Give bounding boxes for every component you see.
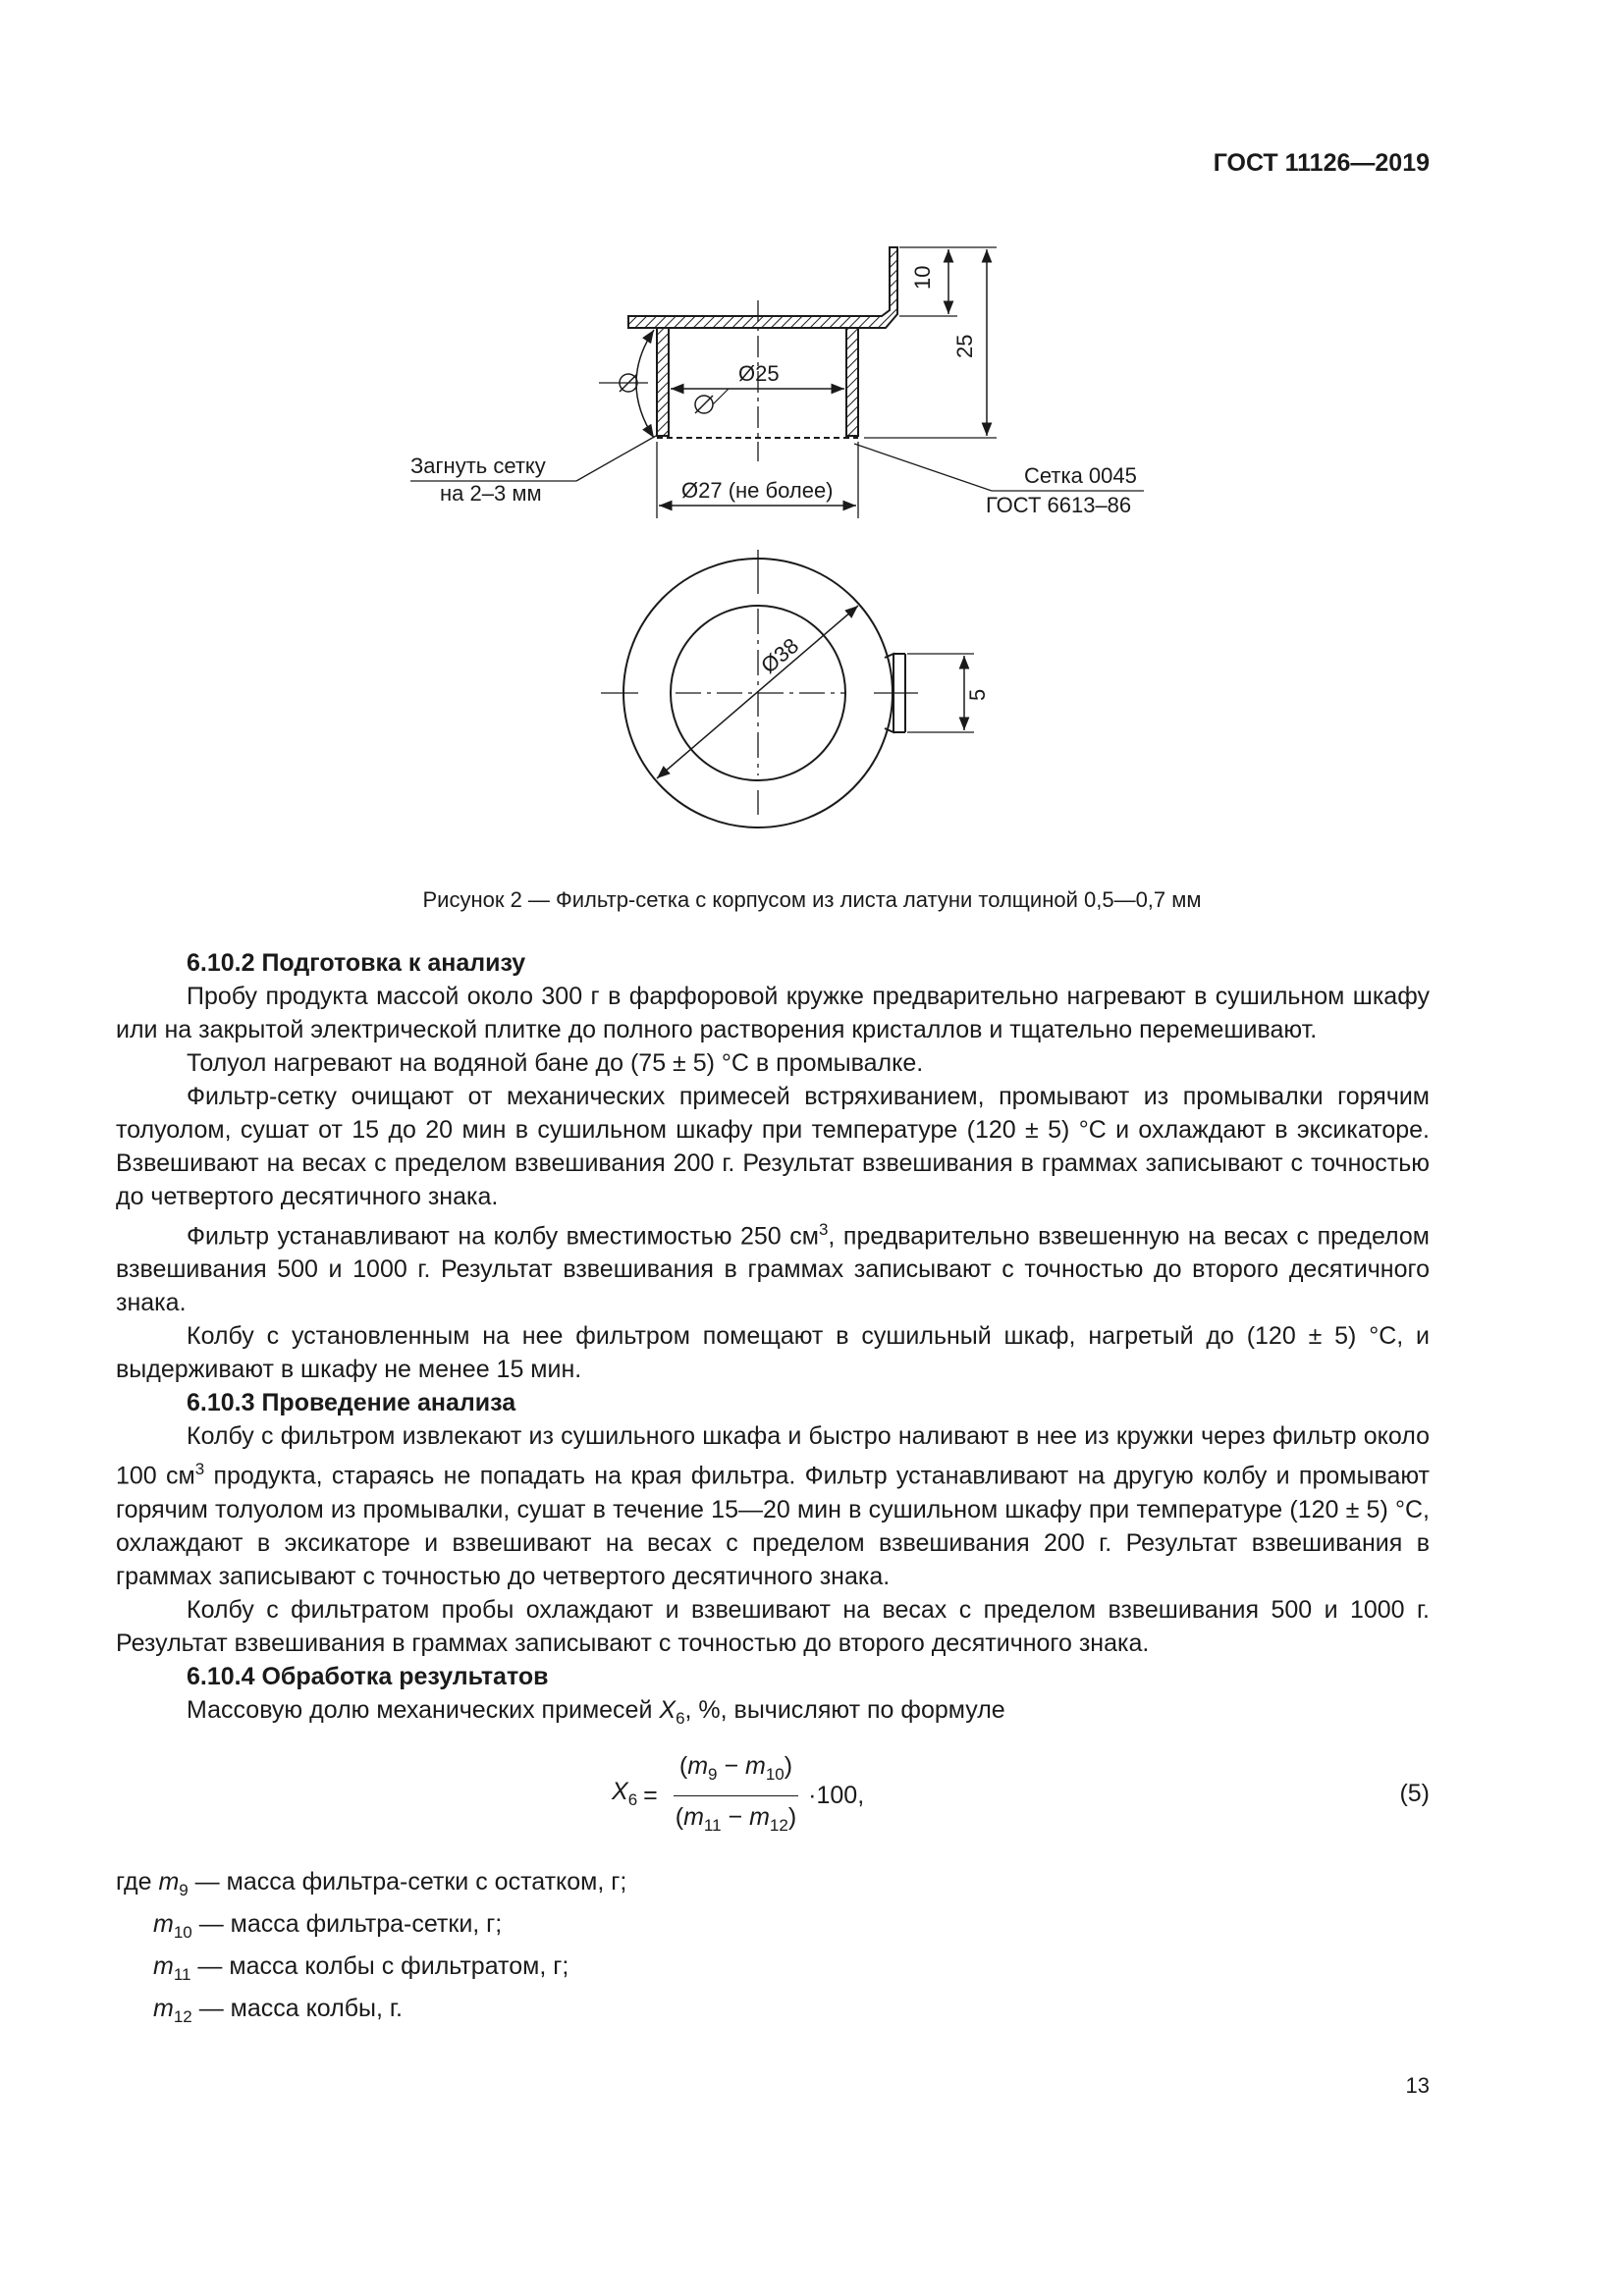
figure-caption: Рисунок 2 — Фильтр-сетка с корпусом из листа латуни толщиной 0,5—0,7 мм — [422, 887, 1202, 912]
formula-legend — [116, 1865, 1430, 2034]
subscript: 9 — [708, 1764, 718, 1784]
equation-number: (5) — [1399, 1779, 1430, 1807]
plan-view — [601, 550, 974, 828]
paragraph — [116, 1693, 1430, 1735]
dim-d38-label: Ø38 — [756, 632, 804, 678]
variable: X — [612, 1777, 628, 1805]
variable: m — [153, 1951, 174, 1980]
formula-lhs — [612, 1775, 637, 1817]
text-run: , предварительно взвешенную на весах с пределом взвешивания 500 и 1000 г. Результат взвешивания в граммах записывают с точностью до второго десятичного знака. — [116, 1222, 1430, 1317]
legend-item — [116, 1992, 1430, 2034]
text-run: Колбу с фильтром извлекают из сушильного шкафа и быстро наливают в нее из кружки через фильтр около 100 см — [116, 1422, 1430, 1490]
subscript: 6 — [627, 1789, 638, 1809]
paragraph — [116, 1213, 1430, 1319]
text-run: Фильтр устанавливают на колбу вместимостью 250 см — [187, 1222, 819, 1251]
legend-description: — масса фильтра-сетки, г; — [191, 1909, 503, 1938]
dim-25-label: 25 — [952, 334, 977, 358]
variable: m — [749, 1802, 770, 1831]
minus-sign: − — [724, 1751, 739, 1780]
dim-5-label: 5 — [965, 688, 990, 701]
formula-tail: ·100, — [808, 1782, 865, 1810]
mesh-spec-label-line2: ГОСТ 6613–86 — [986, 493, 1132, 517]
subscript: 10 — [173, 1922, 192, 1942]
paragraph: Колбу с фильтратом пробы охлаждают и взвешивают на весах с пределом взвешивания 500 и 1000 г. Результат взвешивания в граммах записывают с точностью до второго десятичного знака. — [116, 1595, 1430, 1657]
fraction — [670, 1749, 802, 1842]
variable: m — [153, 1994, 174, 2022]
denominator — [670, 1796, 802, 1842]
paragraph: Пробу продукта массой около 300 г в фарфоровой кружке предварительно нагревают в сушильном шкафу или на закрытой электрической плитке до полного растворения кристаллов и тщательно перемешивают. — [116, 983, 1430, 1043]
subscript: 11 — [703, 1815, 722, 1835]
legend-item — [116, 1907, 1430, 1949]
dim-d27-label: Ø27 (не более) — [681, 478, 834, 503]
section-heading-6-10-3: 6.10.3 Проведение анализа — [187, 1389, 516, 1417]
mesh-spec-label-line1: Сетка 0045 — [1024, 463, 1137, 488]
text-run: , %, вычисляют по формуле — [684, 1695, 1005, 1724]
dim-10-label: 10 — [910, 265, 935, 290]
bend-mesh-label-line1: Загнуть сетку — [410, 454, 546, 478]
subscript: 12 — [769, 1815, 788, 1835]
paren: ( — [678, 1751, 688, 1780]
paren: ( — [675, 1802, 684, 1831]
legend-item — [116, 1865, 1430, 1907]
legend-description: — масса колбы, г. — [191, 1994, 403, 2022]
legend-prefix: где — [116, 1867, 159, 1896]
text-run: продукта, стараясь не попадать на края фильтра. Фильтр устанавливают на другую колбу и промывают горячим толуолом из промывалки, сушат в течение 15—20 мин в сушильном шкафу при температуре (120 ± 5) °С, охлаждают в эксикаторе и взвешивают на весах с пределом взвешивания 200 г. Результат взвешивания в граммах записывают с точностью до четвертого десятичного знака. — [116, 1462, 1430, 1590]
dim-d25-label: Ø25 — [738, 361, 780, 386]
section-heading-6-10-2: 6.10.2 Подготовка к анализу — [187, 949, 526, 977]
subscript: 9 — [179, 1880, 189, 1899]
text-run: Массовую долю механических примесей — [187, 1695, 660, 1724]
variable: m — [158, 1867, 180, 1896]
subscript: 10 — [765, 1764, 785, 1784]
equals-sign: = — [643, 1782, 658, 1810]
legend-description: — масса фильтра-сетки с остатком, г; — [188, 1867, 627, 1896]
bend-mesh-label-line2: на 2–3 мм — [440, 481, 542, 506]
formula-row — [116, 1749, 1430, 1847]
section-heading-6-10-4: 6.10.4 Обработка результатов — [187, 1662, 549, 1690]
paren: ) — [787, 1802, 797, 1831]
subscript: 11 — [173, 1964, 191, 1984]
paragraph: Толуол нагревают на водяной бане до (75 ± 5) °С в промывалке. — [187, 1049, 924, 1077]
variable: m — [687, 1751, 709, 1780]
variable: X — [659, 1695, 677, 1724]
numerator — [674, 1749, 798, 1796]
subscript: 6 — [676, 1708, 685, 1728]
standard-code: ГОСТ 11126—2019 — [1213, 149, 1430, 177]
legend-description: — масса колбы с фильтратом, г; — [190, 1951, 569, 1980]
superscript: 3 — [194, 1460, 205, 1479]
paragraph: Фильтр-сетку очищают от механических примесей встряхиванием, промывают из промывалки горячим толуолом, сушат от 15 до 20 мин в сушильном шкафу при температуре (120 ± 5) °С и охлаждают в эксикаторе. Взвешивают на весах с пределом взвешивания 200 г. Результат взвешивания в граммах записывают с точностью до четвертого десятичного знака. — [116, 1083, 1430, 1210]
body-text — [116, 946, 1430, 2034]
filter-mesh-drawing — [0, 0, 1624, 883]
page-number: 13 — [1405, 2073, 1430, 2098]
subscript: 12 — [173, 2006, 192, 2026]
minus-sign: − — [728, 1802, 743, 1831]
paragraph — [116, 1419, 1430, 1592]
paragraph: Колбу с установленным на нее фильтром помещают в сушильный шкаф, нагретый до (120 ± 5) °С, и выдерживают в шкафу не менее 15 мин. — [116, 1322, 1430, 1384]
superscript: 3 — [818, 1220, 829, 1239]
legend-item — [116, 1949, 1430, 1992]
formula — [612, 1749, 864, 1842]
variable: m — [745, 1751, 766, 1780]
paren: ) — [784, 1751, 793, 1780]
variable: m — [683, 1802, 704, 1831]
variable: m — [153, 1909, 174, 1938]
